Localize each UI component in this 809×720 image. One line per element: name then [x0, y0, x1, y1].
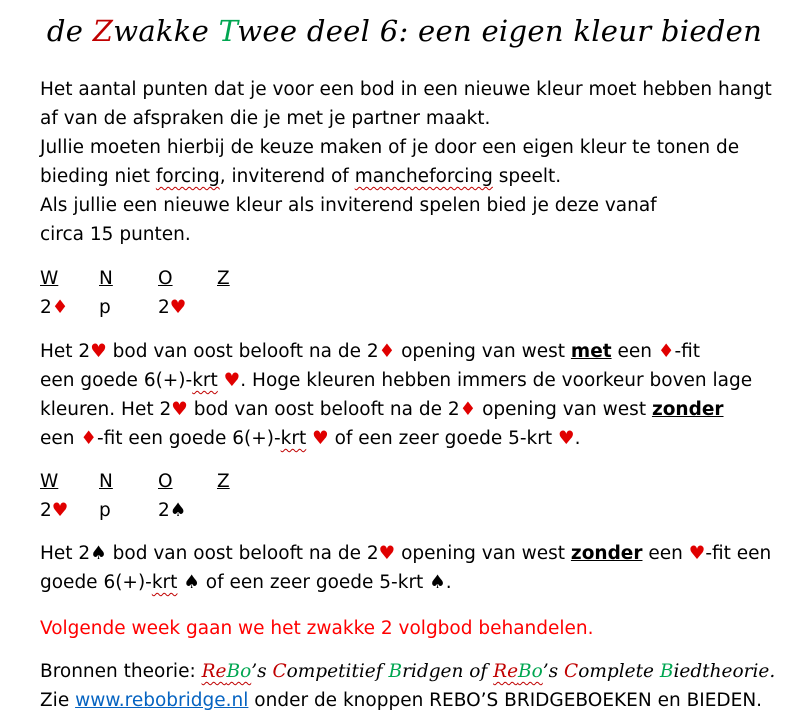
- emphasis-word: zonder: [651, 399, 724, 420]
- rebobridge-link[interactable]: www.rebobridge.nl: [75, 690, 249, 711]
- text-line: Jullie moeten hierbij de keuze maken of je door een eigen kleur te tonen de: [40, 137, 740, 158]
- heart-icon: ♥: [90, 341, 107, 362]
- page-title: [0, 14, 809, 48]
- heart-icon: ♥: [378, 543, 396, 564]
- heart-icon: ♥: [312, 428, 329, 449]
- intro-paragraph: [40, 75, 772, 249]
- diamond-icon: ♦: [459, 399, 477, 420]
- paragraph-2: [40, 337, 752, 453]
- text-line: Het 2♠ bod van oost belooft na de 2♥ opening van west zonder een ♥-fit een: [40, 543, 772, 564]
- heart-icon: ♥: [169, 297, 187, 318]
- text-line: circa 15 punten.: [40, 224, 191, 245]
- heart-icon: ♥: [223, 370, 241, 391]
- heart-icon: ♥: [171, 399, 188, 420]
- header-north: N: [99, 268, 113, 289]
- header-east: O: [158, 471, 173, 492]
- auction-bid-row: [40, 496, 276, 525]
- spellcheck-word: krt: [192, 370, 218, 391]
- spellcheck-word: forcing: [155, 166, 220, 187]
- title-letter-t: T: [218, 14, 238, 48]
- header-west: W: [40, 268, 59, 289]
- text-line: goede 6(+)-krt ♠ of een zeer goede 5-krt ♠.: [40, 572, 452, 593]
- sources-line: Bronnen theorie: ReBo’s Competitief Bridgen of ReBo’s Complete Biedtheorie.: [40, 661, 776, 682]
- spellcheck-word: krt: [151, 572, 178, 593]
- auction-header-row: [40, 467, 276, 496]
- bid-west: 2♥: [40, 500, 69, 521]
- heart-icon: ♥: [51, 500, 69, 521]
- text-line: Als jullie een nieuwe kleur als inviterend spelen bied je deze vanaf: [40, 195, 657, 216]
- text-line: een goede 6(+)-krt ♥. Hoge kleuren hebben immers de voorkeur boven lage: [40, 370, 753, 391]
- spade-icon: ♠: [183, 572, 200, 593]
- next-week-note: [40, 614, 594, 643]
- title-letter-z: Z: [92, 14, 114, 48]
- header-north: N: [99, 471, 113, 492]
- spellcheck-word: mancheforcing: [354, 166, 493, 187]
- diamond-icon: ♦: [657, 341, 675, 362]
- text-line: af van de afspraken die je met je partner maakt.: [40, 108, 491, 129]
- auction-table-1: [40, 264, 276, 322]
- auction-table-2: [40, 467, 276, 525]
- bid-east: 2♥: [158, 297, 187, 318]
- text-line: Volgende week gaan we het zwakke 2 volgbod behandelen.: [40, 618, 594, 639]
- spade-icon: ♠: [169, 500, 187, 521]
- auction-bid-row: [40, 293, 276, 322]
- title-text: de: [46, 14, 93, 48]
- bid-west: 2♦: [40, 297, 69, 318]
- text-line: bieding niet forcing, inviterend of mancheforcing speelt.: [40, 166, 562, 187]
- text-line: Het 2♥ bod van oost belooft na de 2♦ opening van west met een ♦-fit: [40, 341, 701, 362]
- title-text: wakke: [113, 14, 219, 48]
- text-line: een ♦-fit een goede 6(+)-krt ♥ of een zeer goede 5-krt ♥.: [40, 428, 581, 449]
- bid-north: p: [99, 500, 111, 521]
- title-text: wee deel 6: een eigen kleur bieden: [237, 14, 763, 48]
- bid-east: 2♠: [158, 500, 187, 521]
- spellcheck-word: krt: [280, 428, 307, 449]
- auction-header-row: [40, 264, 276, 293]
- header-west: W: [40, 471, 59, 492]
- text-line: Het aantal punten dat je voor een bod in een nieuwe kleur moet hebben hangt: [40, 79, 772, 100]
- spade-icon: ♠: [90, 543, 107, 564]
- diamond-icon: ♦: [80, 428, 97, 449]
- bid-north: p: [99, 297, 111, 318]
- header-south: Z: [217, 268, 230, 289]
- header-south: Z: [217, 471, 230, 492]
- spade-icon: ♠: [429, 572, 446, 593]
- heart-icon: ♥: [688, 543, 706, 564]
- bid-south: [217, 496, 276, 525]
- header-east: O: [158, 268, 173, 289]
- diamond-icon: ♦: [378, 341, 396, 362]
- bid-south: [217, 293, 276, 322]
- text-line: kleuren. Het 2♥ bod van oost belooft na de 2♦ opening van west zonder: [40, 399, 724, 420]
- sources-block: [40, 657, 775, 715]
- zie-line: Zie www.rebobridge.nl onder de knoppen REBO’S BRIDGEBOEKEN en BIEDEN.: [40, 690, 763, 711]
- diamond-icon: ♦: [51, 297, 69, 318]
- emphasis-word: met: [570, 341, 612, 362]
- emphasis-word: zonder: [570, 543, 643, 564]
- paragraph-3: [40, 539, 771, 597]
- heart-icon: ♥: [557, 428, 575, 449]
